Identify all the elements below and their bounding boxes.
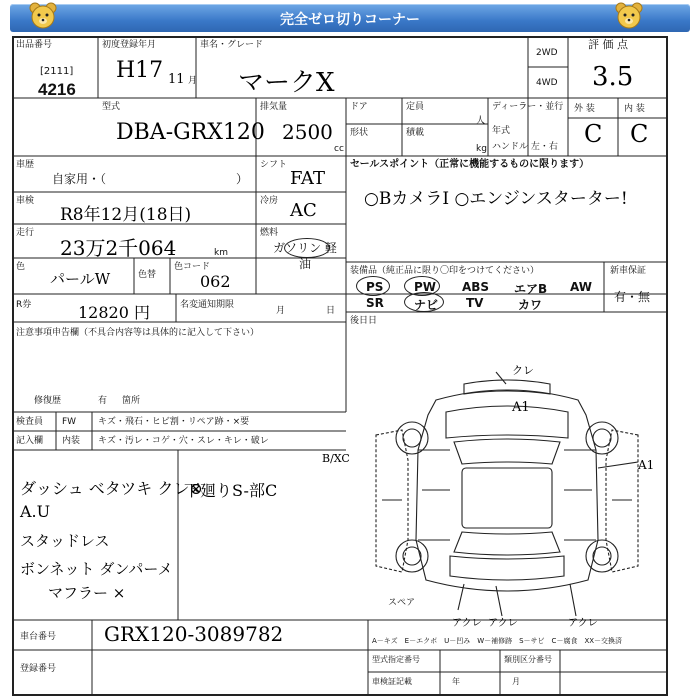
label-day: 日 bbox=[326, 306, 336, 316]
mileage-value: 23万2千064 bbox=[60, 236, 177, 260]
label-shift: シフト bbox=[260, 160, 288, 170]
history-value: 自家用・（ bbox=[52, 172, 107, 186]
label-year-no: 年 bbox=[452, 677, 460, 686]
equip-navi-circle bbox=[404, 292, 444, 312]
equip-aw: AW bbox=[570, 280, 592, 294]
label-2wd: 2WD bbox=[536, 48, 558, 58]
score-value: 3.5 bbox=[592, 62, 634, 92]
label-color-change: 色替 bbox=[138, 270, 157, 280]
label-shape: 形状 bbox=[350, 128, 369, 138]
damage-label-ya1: アクレ bbox=[452, 618, 482, 629]
label-rear-seat: 後日日 bbox=[350, 316, 378, 326]
car-name: マークX bbox=[238, 68, 335, 98]
label-color: 色 bbox=[16, 262, 26, 272]
label-month-no: 月 bbox=[512, 677, 520, 686]
damage-label-a1-top: A1 bbox=[512, 400, 530, 415]
note-line-4: ボンネット ダンパーメ bbox=[20, 560, 173, 578]
note-line-6: 下廻りS-部C bbox=[184, 481, 278, 500]
inspector-items-row2: キズ・汚レ・コゲ・穴・スレ・キレ・破レ bbox=[98, 436, 269, 446]
equip-pw: PW bbox=[414, 280, 437, 294]
note-line-3: スタッドレス bbox=[20, 532, 110, 550]
label-model: 型式 bbox=[102, 102, 121, 112]
label-name-change: 名変通知期限 bbox=[180, 300, 235, 310]
label-chassis-no: 車台番号 bbox=[20, 632, 57, 642]
shift-value: FAT bbox=[290, 168, 325, 189]
first-reg-month: 11 bbox=[168, 72, 185, 87]
damage-legend: A－キズ E－エクボ U－凹み W－補修跡 S－サビ C－腐食 XX－交換済 bbox=[372, 637, 623, 645]
damage-label-ya3: アクレ bbox=[568, 618, 598, 629]
equip-navi: ナビ bbox=[414, 298, 439, 312]
inspection-value: R8年12月(18日) bbox=[60, 205, 192, 225]
label-repair: 修復歴 bbox=[34, 396, 62, 406]
model-value: DBA-GRX120 bbox=[116, 120, 265, 145]
label-notes: 注意事項申告欄（不具合内容等は具体的に記入して下さい） bbox=[16, 328, 260, 338]
label-first-reg: 初度登録年月 bbox=[102, 40, 157, 50]
equip-leather: カワ bbox=[518, 298, 543, 312]
label-fuel: 燃料 bbox=[260, 228, 279, 238]
color-value: パールW bbox=[50, 270, 111, 288]
first-reg-year: H17 bbox=[116, 58, 164, 83]
equip-sr: SR bbox=[366, 296, 384, 310]
equip-airbag: エアB bbox=[514, 282, 548, 296]
label-new-car-warranty: 新車保証 bbox=[610, 266, 647, 276]
lot-number: 4216 bbox=[38, 80, 76, 99]
car-damage-diagram bbox=[346, 340, 668, 620]
damage-label-kl: クレ bbox=[512, 364, 534, 377]
cooler-value: AC bbox=[290, 200, 317, 221]
interior-grade: C bbox=[630, 120, 649, 148]
note-line-1: ダッシュ ベタツキ クレ⊗ bbox=[20, 479, 203, 498]
markup-b: B/XC bbox=[322, 452, 350, 465]
displacement-value: 2500 bbox=[282, 120, 333, 144]
label-displacement: 排気量 bbox=[260, 102, 288, 112]
equip-tv: TV bbox=[466, 296, 484, 310]
label-door: ドア bbox=[350, 102, 368, 112]
damage-label-spare: スペア bbox=[388, 598, 416, 608]
equip-ps: PS bbox=[366, 280, 384, 294]
damage-label-ya2: アクレ bbox=[488, 618, 518, 629]
fuel-options: ガソリン 軽 油 bbox=[273, 241, 337, 271]
exterior-grade: C bbox=[584, 120, 603, 148]
label-type-no: 型式指定番号 bbox=[372, 655, 420, 664]
color-code-value: 062 bbox=[200, 272, 231, 291]
label-inspector: 検査員 bbox=[16, 417, 44, 427]
note-line-2: A.U bbox=[20, 502, 51, 521]
label-name-grade: 車名・グレード bbox=[200, 40, 264, 50]
label-mileage: 走行 bbox=[16, 228, 35, 238]
label-dealer: ディーラー・並行 bbox=[492, 102, 564, 112]
label-cc: cc bbox=[334, 144, 344, 154]
equip-ps-circle bbox=[356, 276, 390, 296]
label-recycle: R券 bbox=[16, 300, 32, 310]
label-sales-point: セールスポイント（正常に機能するものに限ります） bbox=[350, 159, 590, 170]
chassis-no-value: GRX120-3089782 bbox=[104, 622, 284, 646]
label-class-no: 類別区分番号 bbox=[504, 655, 552, 664]
label-month: 月 bbox=[276, 306, 286, 316]
equip-abs: ABS bbox=[462, 280, 490, 294]
label-score: 評 価 点 bbox=[588, 38, 628, 51]
label-load: 積載 bbox=[406, 128, 425, 138]
history-close-paren: ） bbox=[236, 172, 249, 186]
label-history: 車歴 bbox=[16, 160, 35, 170]
lot-code: [2111] bbox=[40, 66, 74, 77]
damage-label-a1-right: A1 bbox=[638, 458, 655, 472]
label-kg: kg bbox=[476, 144, 487, 154]
label-exterior: 外 装 bbox=[574, 104, 595, 114]
label-inspection: 車検 bbox=[16, 196, 35, 206]
page-title: 完全ゼロ切りコーナー bbox=[280, 12, 420, 28]
label-repair-yes: 有 bbox=[98, 396, 108, 406]
label-year: 年式 bbox=[492, 126, 511, 136]
note-line-5: マフラー × bbox=[48, 584, 126, 602]
label-4wd: 4WD bbox=[536, 78, 558, 88]
label-cooler: 冷房 bbox=[260, 196, 279, 206]
label-repair-place: 箇所 bbox=[122, 396, 141, 406]
label-capacity: 定員 bbox=[406, 102, 425, 112]
label-reg-no: 登録番号 bbox=[20, 664, 57, 674]
label-lot-no: 出品番号 bbox=[16, 40, 53, 50]
label-entry-person: 記入欄 bbox=[16, 436, 44, 446]
inspector-items-row1: キズ・飛石・ヒビ割・リペア跡・×要 bbox=[98, 417, 250, 427]
label-handle: ハンドル 左・右 bbox=[492, 142, 558, 152]
label-inner: 内装 bbox=[62, 436, 81, 446]
warranty-value: 有・無 bbox=[614, 290, 651, 304]
sales-point-value: ○BカメラⅠ ○エンジンスターター! bbox=[364, 189, 628, 209]
recycle-value: 12820 円 bbox=[78, 303, 150, 322]
fuel-gasoline-circle bbox=[284, 238, 330, 258]
label-old-no: 車検証記載 bbox=[372, 677, 412, 686]
label-equipment: 装備品（純正品に限り〇印をつけてください） bbox=[350, 266, 540, 276]
label-km: km bbox=[214, 248, 228, 258]
label-person: 人 bbox=[476, 116, 486, 126]
label-interior: 内 装 bbox=[624, 104, 645, 114]
first-reg-month-unit: 月 bbox=[188, 76, 198, 86]
label-color-code: 色コード bbox=[174, 262, 211, 272]
label-fw: FW bbox=[62, 417, 77, 427]
